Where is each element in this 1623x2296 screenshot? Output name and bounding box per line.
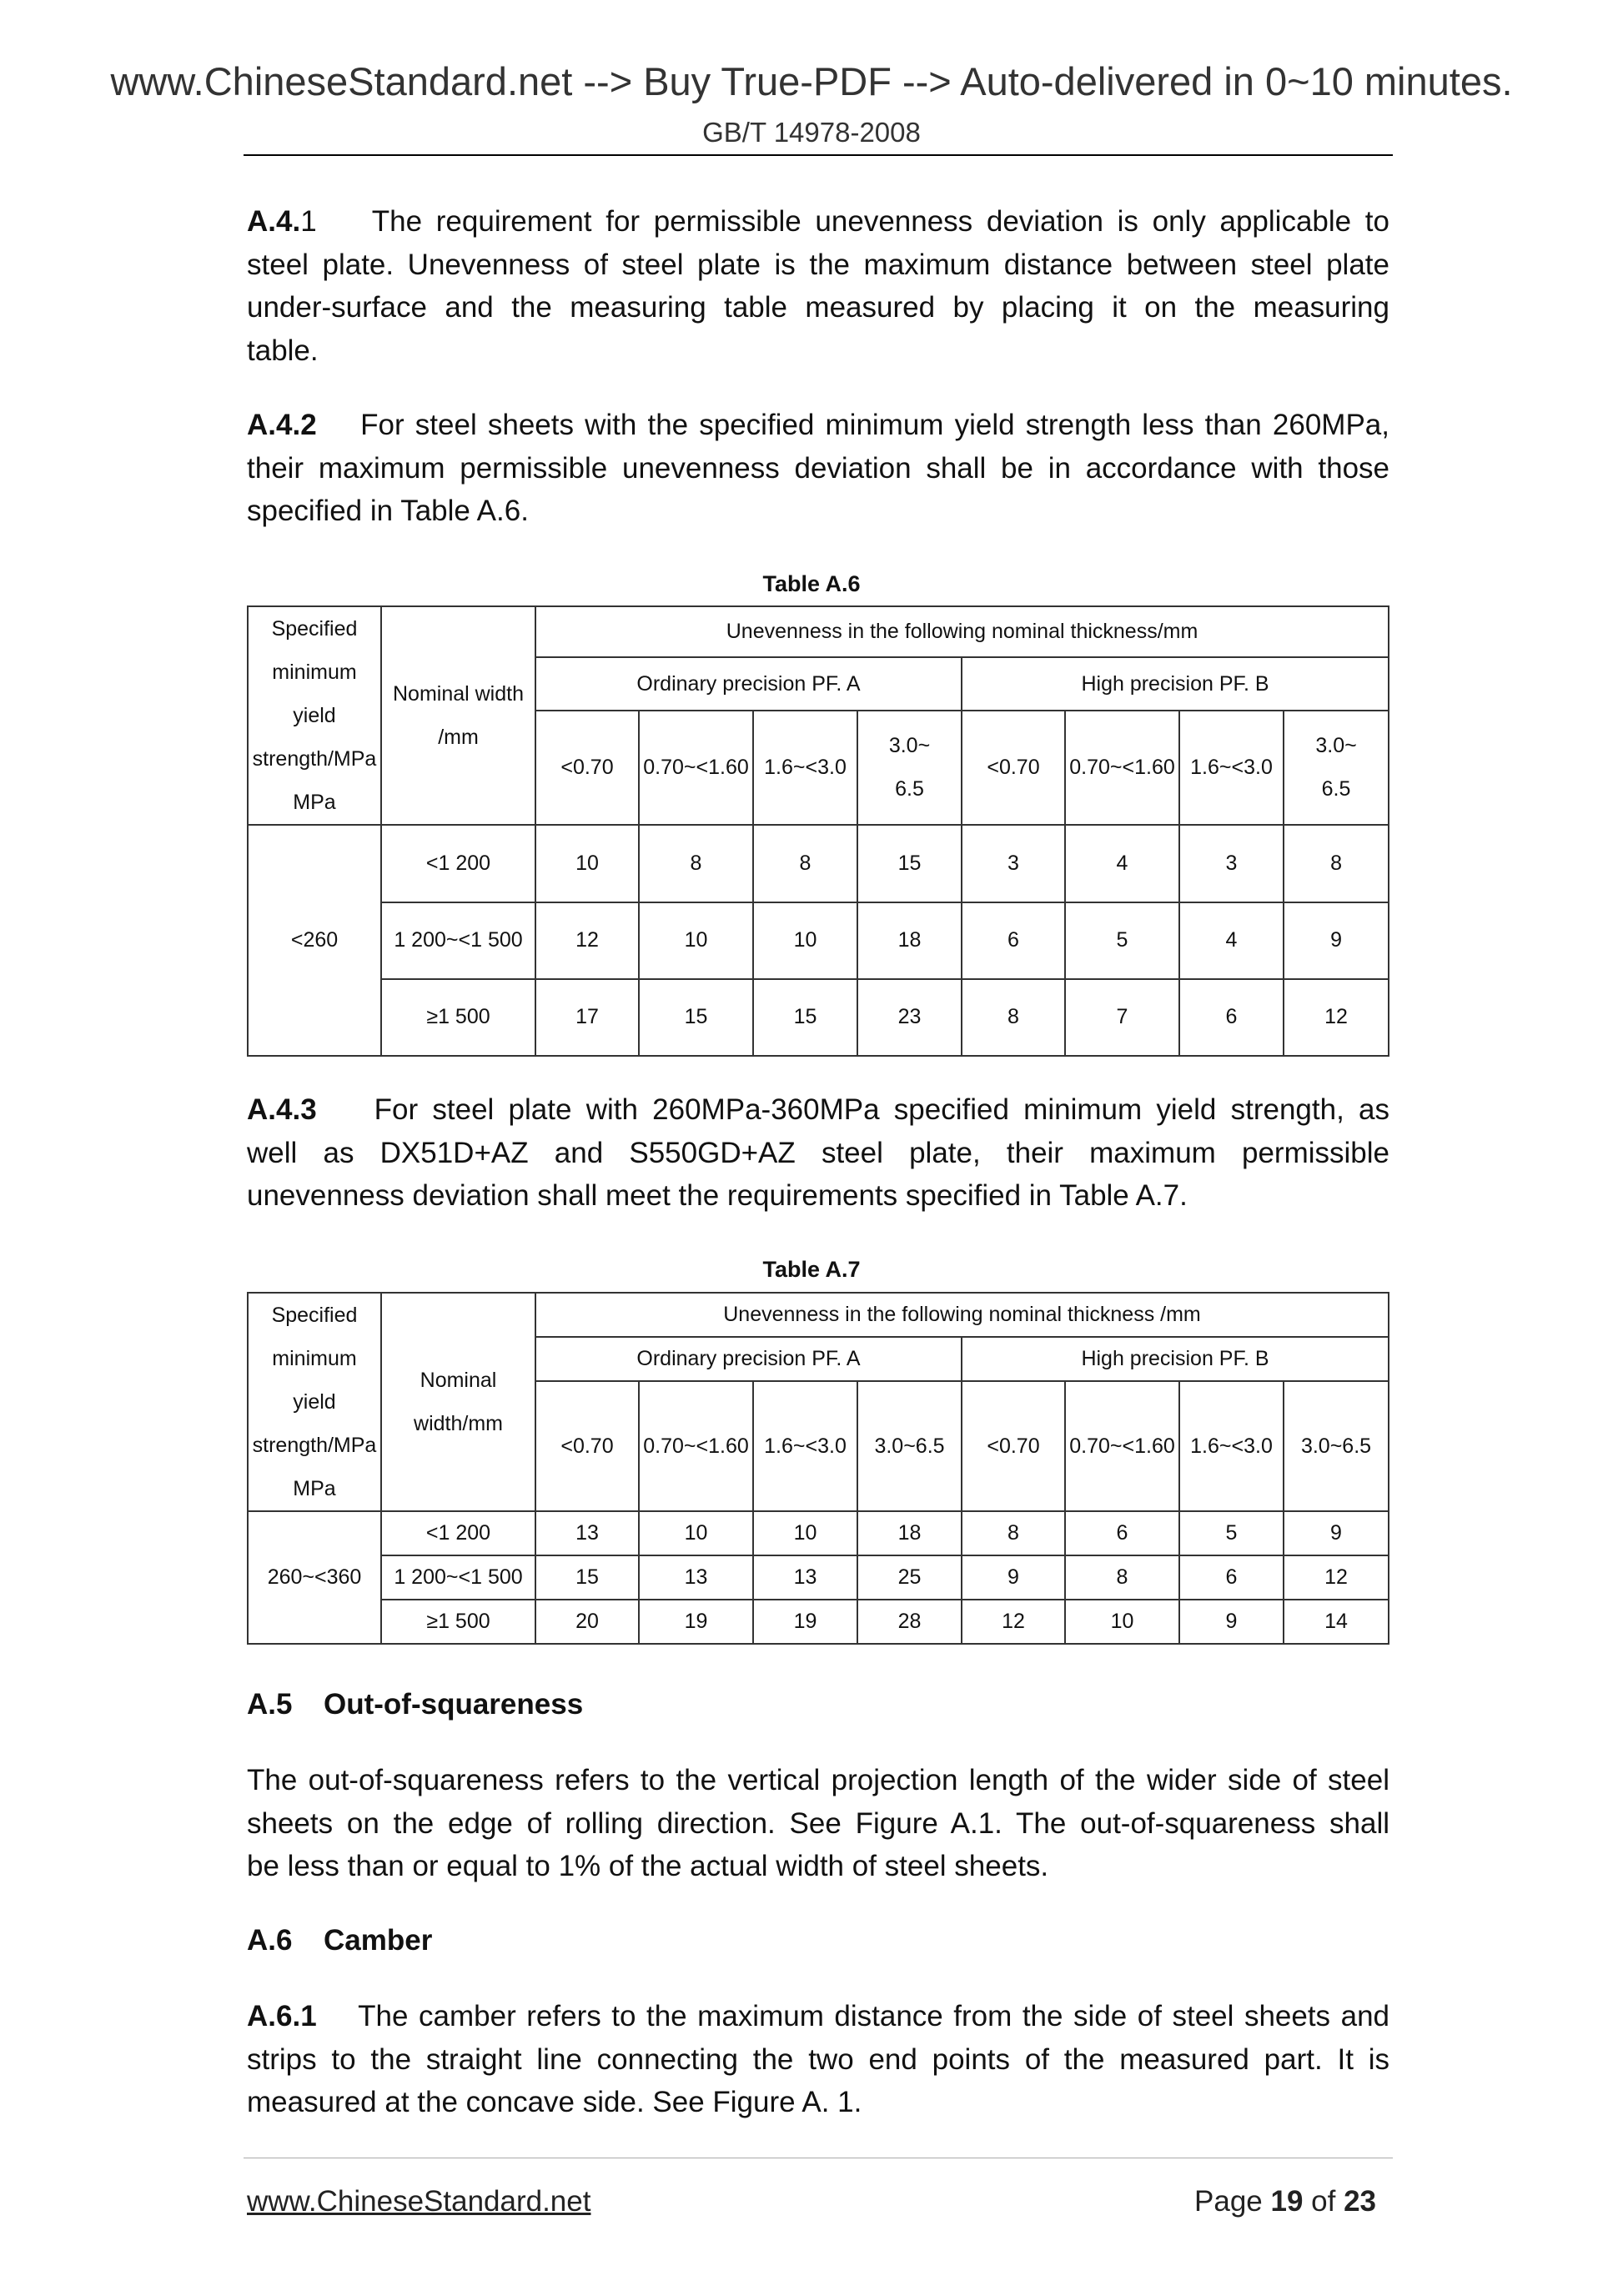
header-text: 3.0~ xyxy=(1315,734,1357,758)
clause-number-suffix: 1 xyxy=(300,205,317,238)
section-number: A.6 xyxy=(247,1924,293,1957)
thickness-header xyxy=(1179,711,1284,825)
value-cell: 10 xyxy=(1065,1600,1179,1644)
header-text: Specified xyxy=(271,617,358,641)
thickness-header: <0.70 xyxy=(535,1381,639,1511)
paragraph-line: steel plate. Unevenness of steel plate is the maximum distance between steel plate xyxy=(247,248,1389,281)
value-cell: 19 xyxy=(639,1600,753,1644)
header-banner[interactable]: www.ChineseStandard.net --> Buy True-PDF --> Auto-delivered in 0~10 minutes. xyxy=(110,59,1513,103)
value-cell: 25 xyxy=(857,1555,962,1600)
thickness-header xyxy=(857,711,962,825)
header-text: <0.70 xyxy=(987,755,1040,779)
value-cell: 7 xyxy=(1065,979,1179,1056)
value-cell: 13 xyxy=(753,1555,857,1600)
paragraph-line: For steel plate with 260MPa-360MPa specified minimum yield strength, as xyxy=(374,1093,1389,1126)
header-text: MPa xyxy=(293,791,336,814)
header-text: Nominal xyxy=(420,1369,497,1392)
value-cell: 13 xyxy=(535,1511,639,1555)
width-cell: <1 200 xyxy=(381,825,535,902)
thickness-header xyxy=(1284,711,1389,825)
header-text: minimum xyxy=(272,661,357,684)
header-text: minimum xyxy=(272,1347,357,1370)
header-text: 1.6~<3.0 xyxy=(1190,755,1273,779)
value-cell: 12 xyxy=(962,1600,1065,1644)
paragraph-line: The requirement for permissible unevenness deviation is only applicable to xyxy=(371,205,1389,238)
value-cell: 4 xyxy=(1179,902,1284,979)
paragraph-a42 xyxy=(247,404,1389,533)
value-cell: 3 xyxy=(1179,825,1284,902)
table-row xyxy=(248,979,1389,1056)
value-cell: 19 xyxy=(753,1600,857,1644)
header-unevenness: Unevenness in the following nominal thickness /mm xyxy=(535,1293,1389,1337)
paragraph-line: their maximum permissible unevenness deviation shall be in accordance with those xyxy=(247,451,1389,485)
thickness-header xyxy=(535,711,639,825)
value-cell: 14 xyxy=(1284,1600,1389,1644)
paragraph-line: table. xyxy=(247,334,319,367)
value-cell: 28 xyxy=(857,1600,962,1644)
paragraph-a61 xyxy=(247,1995,1389,2124)
section-heading-a5 xyxy=(247,1690,583,1719)
section-number: A.5 xyxy=(247,1688,293,1721)
width-cell: <1 200 xyxy=(381,1511,535,1555)
paragraph-a5 xyxy=(247,1759,1389,1888)
section-title: Camber xyxy=(324,1924,433,1957)
thickness-header: 0.70~<1.60 xyxy=(639,1381,753,1511)
page-indicator xyxy=(1194,2187,1376,2216)
value-cell: 3 xyxy=(962,825,1065,902)
header-unevenness: Unevenness in the following nominal thickness/mm xyxy=(535,606,1389,657)
thickness-header: 3.0~6.5 xyxy=(857,1381,962,1511)
value-cell: 20 xyxy=(535,1600,639,1644)
thickness-header xyxy=(753,711,857,825)
table-row xyxy=(248,1555,1389,1600)
header-text: 1.6~<3.0 xyxy=(764,755,847,779)
thickness-header: 3.0~6.5 xyxy=(1284,1381,1389,1511)
value-cell: 8 xyxy=(1284,825,1389,902)
header-text: /mm xyxy=(438,726,479,749)
header-text: 0.70~<1.60 xyxy=(643,755,749,779)
footer-website-link[interactable]: www.ChineseStandard.net xyxy=(247,2185,591,2218)
value-cell: 15 xyxy=(535,1555,639,1600)
strength-cell: 260~<360 xyxy=(248,1511,381,1644)
clause-number: A.4.3 xyxy=(247,1093,317,1126)
paragraph-a41 xyxy=(247,200,1389,372)
value-cell: 9 xyxy=(962,1555,1065,1600)
value-cell: 18 xyxy=(857,902,962,979)
section-heading-a6 xyxy=(247,1926,432,1955)
value-cell: 12 xyxy=(535,902,639,979)
thickness-header: 0.70~<1.60 xyxy=(1065,1381,1179,1511)
section-title: Out-of-squareness xyxy=(324,1688,584,1721)
width-cell: ≥1 500 xyxy=(381,979,535,1056)
header-text: yield xyxy=(293,1390,336,1414)
header-text: Specified xyxy=(271,1304,358,1327)
thickness-header: 1.6~<3.0 xyxy=(1179,1381,1284,1511)
value-cell: 6 xyxy=(1179,979,1284,1056)
header-text: 6.5 xyxy=(1321,777,1351,801)
header-strength xyxy=(248,1293,381,1511)
header-text: 6.5 xyxy=(895,777,924,801)
standard-code: GB/T 14978-2008 xyxy=(702,117,921,148)
value-cell: 12 xyxy=(1284,1555,1389,1600)
table-row xyxy=(248,902,1389,979)
value-cell: 13 xyxy=(639,1555,753,1600)
header-high: High precision PF. B xyxy=(962,1337,1389,1381)
header-text: MPa xyxy=(293,1477,336,1500)
thickness-header xyxy=(1065,711,1179,825)
header-strength xyxy=(248,606,381,825)
header-text: <0.70 xyxy=(560,755,614,779)
thickness-header xyxy=(639,711,753,825)
value-cell: 10 xyxy=(753,1511,857,1555)
width-cell: ≥1 500 xyxy=(381,1600,535,1644)
value-cell: 10 xyxy=(535,825,639,902)
paragraph-line: The camber refers to the maximum distance from the side of steel sheets and xyxy=(358,2000,1389,2032)
value-cell: 6 xyxy=(1065,1511,1179,1555)
table-row xyxy=(248,825,1389,902)
paragraph-line: sheets on the edge of rolling direction. See Figure A.1. The out-of-squareness shall xyxy=(247,1806,1389,1840)
value-cell: 8 xyxy=(1065,1555,1179,1600)
paragraph-line: The out-of-squareness refers to the vertical projection length of the wider side of steel xyxy=(247,1764,1389,1796)
value-cell: 6 xyxy=(962,902,1065,979)
header-text: Nominal width xyxy=(392,682,524,706)
table-a6-caption: Table A.6 xyxy=(762,571,861,596)
paragraph-line: For steel sheets with the specified minimum yield strength less than 260MPa, xyxy=(360,409,1389,441)
value-cell: 15 xyxy=(857,825,962,902)
paragraph-line: measured at the concave side. See Figure A. 1. xyxy=(247,2086,862,2118)
header-text: yield xyxy=(293,704,336,727)
value-cell: 8 xyxy=(962,979,1065,1056)
clause-number: A.4.2 xyxy=(247,409,317,441)
paragraph-line: strips to the straight line connecting the two end points of the measured part. It is xyxy=(247,2042,1389,2076)
page-current: 19 xyxy=(1270,2185,1304,2218)
value-cell: 9 xyxy=(1179,1600,1284,1644)
header-width xyxy=(381,606,535,825)
header-rule xyxy=(244,154,1393,156)
table-a7-caption: Table A.7 xyxy=(762,1257,861,1282)
table-row xyxy=(248,1600,1389,1644)
strength-cell: <260 xyxy=(248,825,381,1056)
value-cell: 10 xyxy=(753,902,857,979)
paragraph-line: specified in Table A.6. xyxy=(247,495,529,527)
header-text: strength/MPa xyxy=(252,747,377,771)
paragraph-line: be less than or equal to 1% of the actual width of steel sheets. xyxy=(247,1850,1049,1882)
header-text: width/mm xyxy=(414,1412,503,1435)
value-cell: 6 xyxy=(1179,1555,1284,1600)
header-ordinary: Ordinary precision PF. A xyxy=(535,1337,962,1381)
paragraph-line: well as DX51D+AZ and S550GD+AZ steel plate, their maximum permissible xyxy=(247,1136,1389,1169)
value-cell: 17 xyxy=(535,979,639,1056)
clause-number: A.4. xyxy=(247,205,301,238)
thickness-header: <0.70 xyxy=(962,1381,1065,1511)
value-cell: 10 xyxy=(639,1511,753,1555)
value-cell: 8 xyxy=(753,825,857,902)
header-text: 3.0~ xyxy=(888,734,931,758)
value-cell: 8 xyxy=(962,1511,1065,1555)
table-a6 xyxy=(247,605,1389,1057)
header-ordinary: Ordinary precision PF. A xyxy=(535,657,962,710)
thickness-header: 1.6~<3.0 xyxy=(753,1381,857,1511)
page-label: Page xyxy=(1194,2185,1271,2218)
paragraph-a43 xyxy=(247,1088,1389,1218)
value-cell: 9 xyxy=(1284,902,1389,979)
header-text: 0.70~<1.60 xyxy=(1069,755,1175,779)
value-cell: 9 xyxy=(1284,1511,1389,1555)
header-text: strength/MPa xyxy=(252,1434,377,1457)
value-cell: 8 xyxy=(639,825,753,902)
value-cell: 12 xyxy=(1284,979,1389,1056)
page-of: of xyxy=(1303,2185,1344,2218)
header-width xyxy=(381,1293,535,1511)
width-cell: 1 200~<1 500 xyxy=(381,902,535,979)
value-cell: 15 xyxy=(639,979,753,1056)
paragraph-line: under-surface and the measuring table measured by placing it on the measuring xyxy=(247,291,1389,324)
header-high: High precision PF. B xyxy=(962,657,1389,710)
clause-number: A.6.1 xyxy=(247,2000,317,2032)
page-total: 23 xyxy=(1344,2185,1376,2218)
thickness-header xyxy=(962,711,1065,825)
paragraph-line: unevenness deviation shall meet the requirements specified in Table A.7. xyxy=(247,1179,1188,1212)
table-row xyxy=(248,1511,1389,1555)
value-cell: 18 xyxy=(857,1511,962,1555)
table-a7 xyxy=(247,1292,1389,1645)
width-cell: 1 200~<1 500 xyxy=(381,1555,535,1600)
value-cell: 10 xyxy=(639,902,753,979)
value-cell: 23 xyxy=(857,979,962,1056)
value-cell: 5 xyxy=(1179,1511,1284,1555)
value-cell: 5 xyxy=(1065,902,1179,979)
value-cell: 4 xyxy=(1065,825,1179,902)
value-cell: 15 xyxy=(753,979,857,1056)
